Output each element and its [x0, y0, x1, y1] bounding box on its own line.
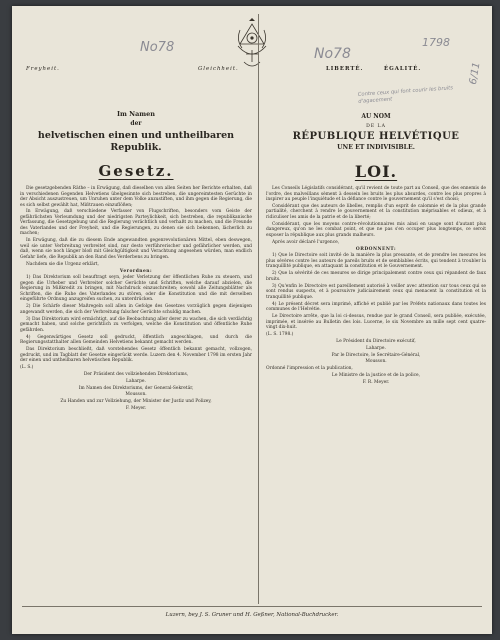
german-closing: Das Direktorium beschließt, daß vorstehendes Gesetz öffentlich bekannt gemacht, vollzogen, gedruckt, und im Tagblatt der Gesetze eingerückt werde. Luzern den 4. November 1798 im ersten Jahr der einen und untheilbaren helvetischen Republik. — [20, 347, 252, 364]
footer-rule — [22, 606, 482, 607]
archive-note-corner: 6/11 — [467, 61, 483, 86]
french-article: 3) Qu'enfin le Directoire est pareillement autorisé à veiller avec attention sur tous ceux qui se sont rendus suspects, et à poursuivre judiciairement ceux qui menacent la constitution et la tranquillité publique. — [266, 283, 486, 300]
archive-note-left: No78 — [140, 40, 175, 55]
french-paragraph: Considérant que des auteurs de libelles, remplis d'un esprit de calomnie et de la plus grande partialité, cherchent à rendre le gouvernement et la constitution méprisables et odieux, et à ridiculiser les amis de la patrie et de la liberté; — [266, 203, 486, 220]
german-republic-name: helvetischen einen und untheilbaren — [37, 130, 235, 141]
document-sheet — [12, 6, 492, 634]
printer-imprint: Luzern, bey J. S. Gruner und H. Geßner, National-Buchdrucker. — [165, 612, 339, 618]
french-title: LOI. — [354, 162, 398, 181]
french-ordonnent-heading: ORDONNENT: — [355, 246, 397, 252]
french-article: 4) Le présent décret sera imprimé, affiché et publié par les Préfets nationaux dans toutes les communes de l'Helvétie. — [266, 301, 486, 313]
archive-note-margin: Contre ceux qui font courir les bruits d'agacement — [357, 85, 454, 105]
french-sig-secretary: Par le Directoire, le Secrétaire-Général, — [331, 352, 421, 358]
french-sig-president: Le Président du Directoire exécutif, — [336, 338, 416, 344]
french-paragraph: Après avoir déclaré l'urgence, — [272, 239, 340, 245]
french-sig-publication: Ordonné l'impression et la publication, — [266, 366, 353, 372]
motto-liberte: LIBERTÉ. — [326, 66, 364, 72]
german-header-line3 — [20, 130, 252, 154]
french-header-line1: AU NOM — [361, 113, 391, 120]
motto-freyheit: Freyheit. — [26, 66, 60, 72]
german-article: 3) Das Direktorium wird ermächtigt, auf die Beobachtung aller derer zu wachen, die sich verdächtig gemacht haben, und solche gerichtlich zu verfolgen, welche die Konstitution und öffentliche Ruhe gefährden. — [20, 316, 252, 333]
german-sig-minister: Zu Handen und zur Vollziehung, der Minister der Justiz und Polizey, — [60, 399, 212, 405]
french-republic-name: RÉPUBLIQUE HELVÉTIQUE — [292, 131, 460, 142]
french-sig-minister: Le Ministre de la justice et de la police, — [331, 373, 421, 379]
german-sig-secretary-name: Mousson. — [125, 392, 147, 398]
french-sig-president-name: Laharpe. — [366, 345, 386, 351]
german-paragraph: Nachdem sie die Urgenz erklärt, — [26, 261, 99, 267]
german-paragraph: In Erwägung, daß die zu diesem Ende angewandten gegenrevolutionären Mittel, eben deswegen, weil sie unter Verbreitung verbreitet sind, nur desto verführerischer und gefährlicher werden, und daß, wenn sie noch länger bloß mit Gleichgültigkeit und Verachtung angesehen würden, man endlich Gefahr liefe, die Republik an den Rand des Verderbens zu bringen. — [20, 238, 252, 260]
german-paragraph: In Erwägung, daß verschiedene Verfasser von Flugschriften, besonders vom Geiste der gefährlichsten Verleumdung und der niedrigsten Parteylichkeit, sich bestreben, die republikanische Verfassung, die Gesetzgebung und die Regierung verächtlich und verhaßt zu machen, und die Freunde des Vaterlandes und der Freyheit, und die Regierungen, zu denen sie sich bekennen, lächerlich zu machen; — [20, 209, 252, 237]
german-sig-secretary: Im Namen des Direktoriums, der General-Sekretär, — [78, 385, 194, 391]
french-article: 1) Que le Directoire soit invité de la manière la plus pressante, et de prendre les mesures les plus sévères contre les auteurs de pareils bruits et de semblables écrits, qui tendent à troubler la tranquillité publique, en attaquant la constitution et le Gouvernement. — [266, 253, 486, 270]
german-title: Gesetz. — [98, 162, 174, 180]
column-divider — [258, 14, 259, 604]
german-article: 1) Das Direktorium soll beauftragt seyn, jeder Verletzung der öffentlichen Ruhe zu steuern, und gegen die Urheber und Verbreiter solcher Gerüchte und Schriften, welche darauf abzielen, die Regierung in Mißkredit zu bringen, mit Nachdruck einzuschreiten; sowohl alle Zeitungsblätter als Schriften, die die Ruhe des Vaterlandes zu stören, oder die Konstitution und die mit derselben eingeführte Ordnung anzugreifen suchen, zu unterdrücken. — [20, 275, 252, 303]
motto-gleichheit: Gleichheit. — [198, 66, 239, 72]
french-article: 2) Que la sévérité de ces mesures se dirige principalement contre ceux qui répandent de faux bruits. — [266, 271, 486, 282]
french-column — [266, 6, 486, 602]
archive-note-mid: No78 — [314, 46, 351, 62]
german-column — [20, 6, 252, 602]
german-ordnen-heading: Verordnen: — [119, 268, 153, 274]
german-sig-minister-name: F. Meyer. — [125, 406, 147, 412]
french-paragraph: Les Conseils Législatifs considérant, qu'il revient de toute part au Conseil, que des ennemis de l'ordre, des malveillans sèment à dessein les bruits les plus absurdes, contre les plus propres à inspirer au peuple l'inquiétude et la défiance contre le gouvernement qu'il s'est choisi; — [266, 186, 486, 202]
german-header-line2: der — [130, 120, 142, 127]
german-seal: (L. S.) — [20, 364, 34, 370]
motto-egalite: ÉGALITÉ. — [384, 66, 422, 72]
french-sig-secretary-name: Mousson. — [365, 359, 387, 365]
german-header-line1: Im Namen — [116, 110, 156, 118]
german-sig-president-name: Laharpe. — [126, 378, 146, 384]
french-seal: (L. S. 1798.) — [266, 331, 294, 337]
archive-note-year: 1798 — [422, 36, 450, 49]
french-header-line2: DE LA — [366, 124, 386, 129]
french-sig-minister-name: F. R. Meyer. — [362, 380, 390, 386]
french-closing: Le Directoire arrête, que la loi ci-dessus, rendue par le grand Conseil, sera publiée, exécutée, imprimée, et insérée au Bulletin des lois. Lucerne, le six Novembre an mille sept cent quatre-vingt dix-huit. — [266, 314, 486, 331]
french-paragraph: Considérant, que les moyens contre-révolutionnaires mis ainsi en usage sont d'autant plus dangereux, qu'on ne les combat point, et que ne pas s'en occuper plus longtemps, ce seroit exposer la république aux plus grands malheurs. — [266, 221, 486, 238]
german-paragraph: Die gesetzgebenden Räthe – in Erwägung, daß dieselben von allen Seiten her Berichte erhalten, daß in verschiedenen Gegenden Helvetiens übelgesinnte sich bestreben, die ungereimtesten Gerüchte in der Absicht auszustreuen, um Unruhen unter dem Volke anzustiften, und ihm gegen die Regierung, die es sich selbst gewählt hat, Mißtrauen einzuflößen; — [20, 186, 252, 208]
french-body — [266, 186, 486, 387]
french-republic-indivisible: UNE ET INDIVISIBLE. — [337, 144, 415, 151]
german-body — [20, 186, 252, 413]
german-article: 2) Die Schärfe dieser Maßregeln soll allen in Gefolge des Gesetzes vorzüglich gegen diejenigen angewandt werden, die sich der Verbreitung falscher Gerüchte schuldig machen. — [20, 304, 252, 315]
german-republic-word: Republik. — [110, 142, 162, 153]
german-sig-president: Der Präsident des vollziehenden Direktoriums, — [83, 371, 189, 377]
german-article: 4) Gegenwärtiges Gesetz soll gedruckt, öffentlich angeschlagen, und durch die Regierungsstatthalter allen Gemeinden Helvetiens bekannt gemacht werden. — [20, 334, 252, 346]
